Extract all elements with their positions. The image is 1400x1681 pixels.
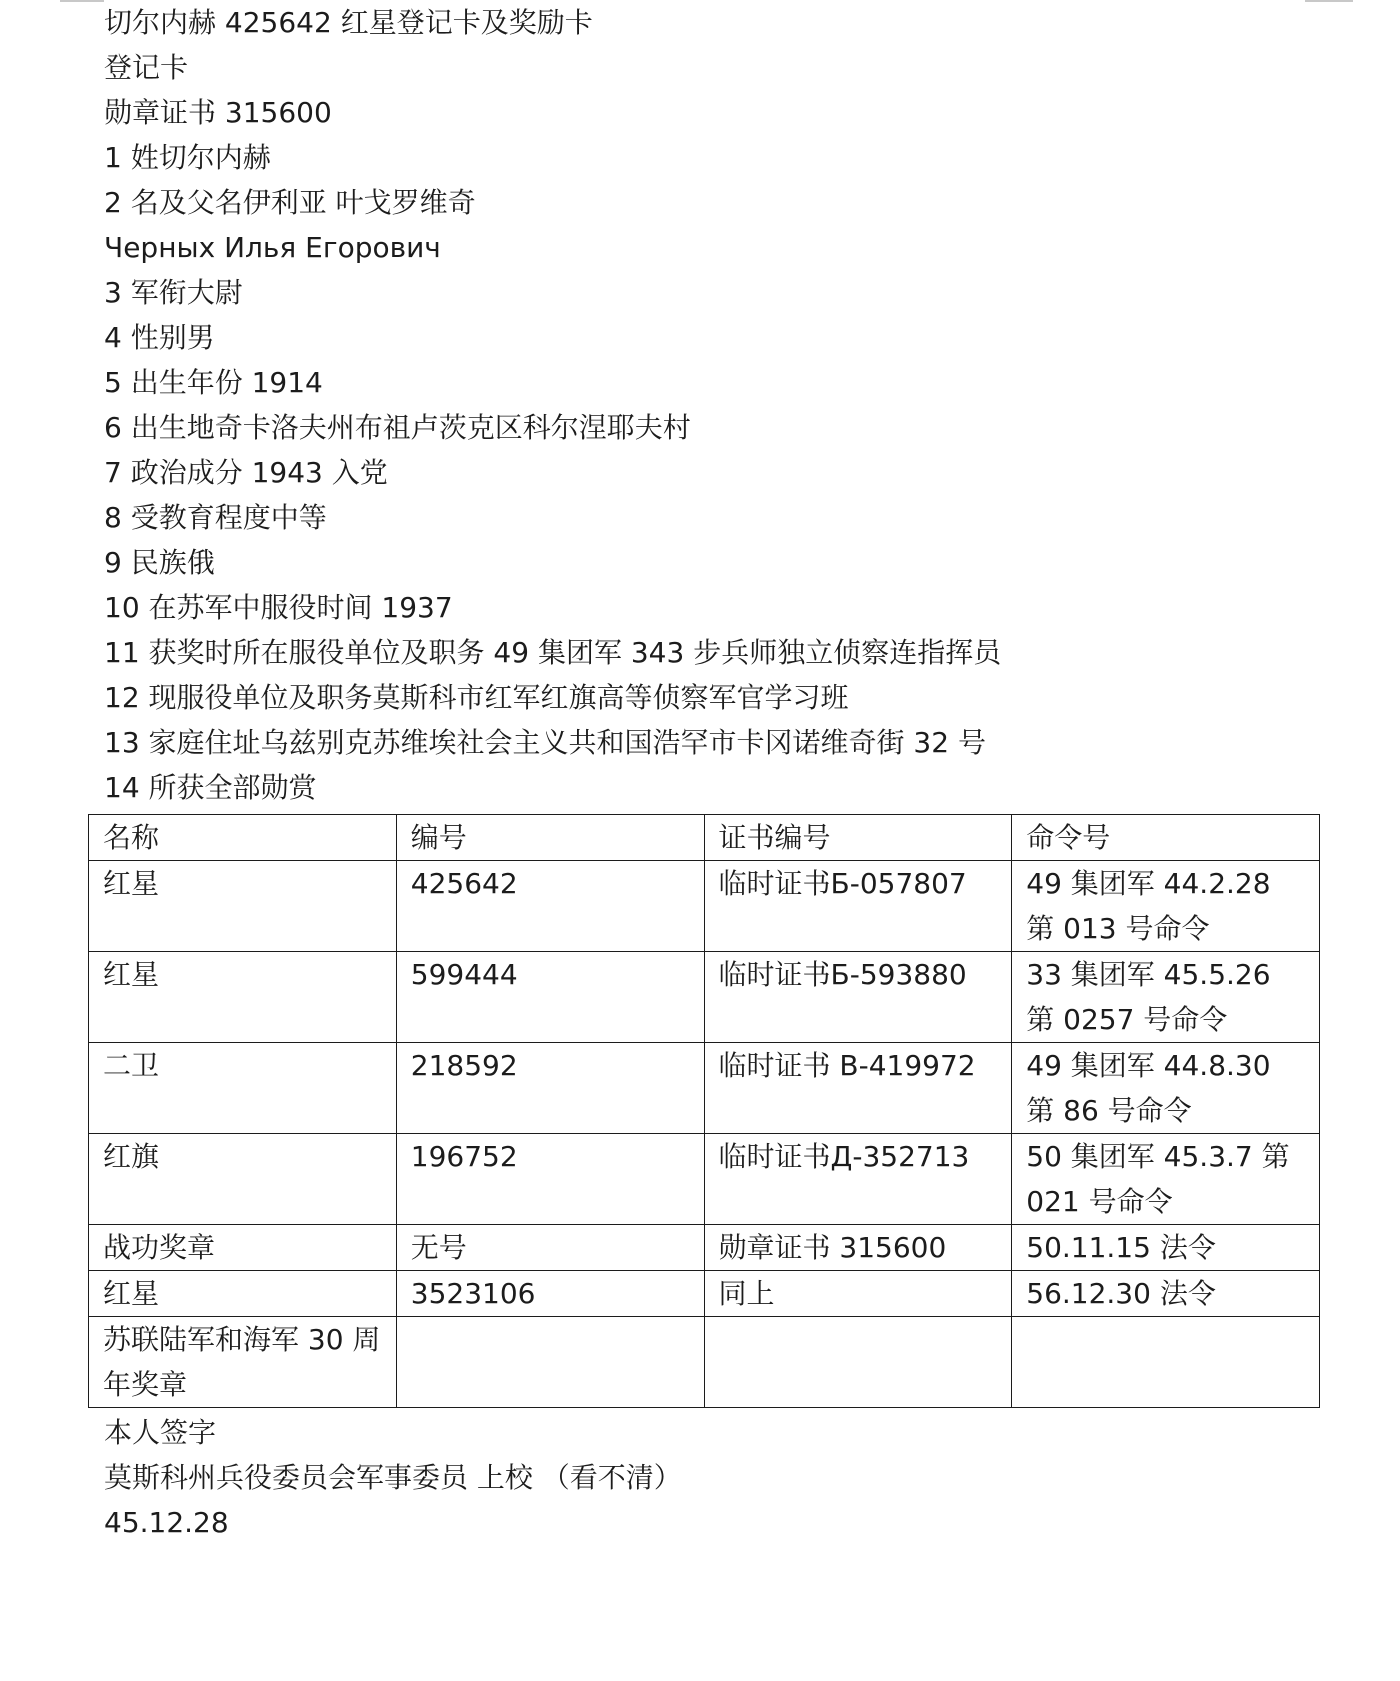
signature-date: 45.12.28 bbox=[104, 1506, 229, 1539]
column-header-number: 编号 bbox=[396, 815, 704, 861]
registration-card-fields bbox=[104, 0, 1304, 810]
field-unit-at-award: 11 获奖时所在服役单位及职务 49 集团军 343 步兵师独立侦察连指挥员 bbox=[104, 636, 1002, 669]
field-birth-year: 5 出生年份 1914 bbox=[104, 366, 323, 399]
cell-award-number: 599444 bbox=[396, 952, 704, 1043]
field-current-unit: 12 现服役单位及职务莫斯科市红军红旗高等侦察军官学习班 bbox=[104, 681, 849, 714]
table-header-row bbox=[89, 815, 1320, 861]
cell-award-name: 红星 bbox=[89, 952, 397, 1043]
table-row bbox=[89, 1043, 1320, 1134]
cell-award-name: 红旗 bbox=[89, 1134, 397, 1225]
top-edge-mark-right bbox=[1305, 0, 1353, 2]
cell-award-number: 425642 bbox=[396, 861, 704, 952]
doc-title: 切尔内赫 425642 红星登记卡及奖励卡 bbox=[104, 6, 593, 39]
cell-certificate: 临时证书 В-419972 bbox=[704, 1043, 1012, 1134]
field-party: 7 政治成分 1943 入党 bbox=[104, 456, 388, 489]
table-row bbox=[89, 1225, 1320, 1271]
field-sex: 4 性别男 bbox=[104, 321, 215, 354]
cell-award-name: 红星 bbox=[89, 1271, 397, 1317]
cell-certificate: 同上 bbox=[704, 1271, 1012, 1317]
cell-order: 56.12.30 法令 bbox=[1012, 1271, 1320, 1317]
section-title-registration-card: 登记卡 bbox=[104, 51, 189, 84]
top-edge-mark-left bbox=[60, 0, 104, 2]
cell-order: 50 集团军 45.3.7 第 021 号命令 bbox=[1012, 1134, 1320, 1225]
signature-block bbox=[104, 1410, 1304, 1545]
field-name-patronymic: 2 名及父名伊利亚 叶戈罗维奇 bbox=[104, 186, 476, 219]
cell-certificate: 临时证书Б-593880 bbox=[704, 952, 1012, 1043]
cell-award-number: 196752 bbox=[396, 1134, 704, 1225]
cell-award-name: 红星 bbox=[89, 861, 397, 952]
cell-award-name: 苏联陆军和海军 30 周年奖章 bbox=[89, 1317, 397, 1408]
table-row bbox=[89, 861, 1320, 952]
field-service-start: 10 在苏军中服役时间 1937 bbox=[104, 591, 453, 624]
cell-award-number: 无号 bbox=[396, 1225, 704, 1271]
field-education: 8 受教育程度中等 bbox=[104, 501, 327, 534]
cell-order: 49 集团军 44.2.28 第 013 号命令 bbox=[1012, 861, 1320, 952]
cell-order: 50.11.15 法令 bbox=[1012, 1225, 1320, 1271]
field-home-address: 13 家庭住址乌兹别克苏维埃社会主义共和国浩罕市卡冈诺维奇街 32 号 bbox=[104, 726, 986, 759]
field-nationality: 9 民族俄 bbox=[104, 546, 215, 579]
awards-table bbox=[88, 814, 1320, 1408]
cell-certificate: 临时证书Д-352713 bbox=[704, 1134, 1012, 1225]
field-all-awards: 14 所获全部勋赏 bbox=[104, 771, 317, 804]
cell-award-name: 二卫 bbox=[89, 1043, 397, 1134]
field-birthplace: 6 出生地奇卡洛夫州布祖卢茨克区科尔涅耶夫村 bbox=[104, 411, 691, 444]
cell-order bbox=[1012, 1317, 1320, 1408]
column-header-certificate: 证书编号 bbox=[704, 815, 1012, 861]
cell-certificate: 勋章证书 315600 bbox=[704, 1225, 1012, 1271]
military-commissar-signature: 莫斯科州兵役委员会军事委员 上校 （看不清） bbox=[104, 1461, 682, 1494]
column-header-order: 命令号 bbox=[1012, 815, 1320, 861]
table-row bbox=[89, 952, 1320, 1043]
cell-award-number bbox=[396, 1317, 704, 1408]
column-header-name: 名称 bbox=[89, 815, 397, 861]
cell-award-number: 3523106 bbox=[396, 1271, 704, 1317]
cell-certificate: 临时证书Б-057807 bbox=[704, 861, 1012, 952]
cell-certificate bbox=[704, 1317, 1012, 1408]
field-rank: 3 军衔大尉 bbox=[104, 276, 243, 309]
field-surname: 1 姓切尔内赫 bbox=[104, 141, 271, 174]
cell-order: 49 集团军 44.8.30 第 86 号命令 bbox=[1012, 1043, 1320, 1134]
medal-certificate-number: 勋章证书 315600 bbox=[104, 96, 332, 129]
cell-order: 33 集团军 45.5.26 第 0257 号命令 bbox=[1012, 952, 1320, 1043]
field-name-russian: Черных Илья Егорович bbox=[104, 231, 441, 264]
table-row bbox=[89, 1271, 1320, 1317]
cell-award-name: 战功奖章 bbox=[89, 1225, 397, 1271]
self-signature-label: 本人签字 bbox=[104, 1416, 217, 1449]
table-row bbox=[89, 1317, 1320, 1408]
table-row bbox=[89, 1134, 1320, 1225]
cell-award-number: 218592 bbox=[396, 1043, 704, 1134]
